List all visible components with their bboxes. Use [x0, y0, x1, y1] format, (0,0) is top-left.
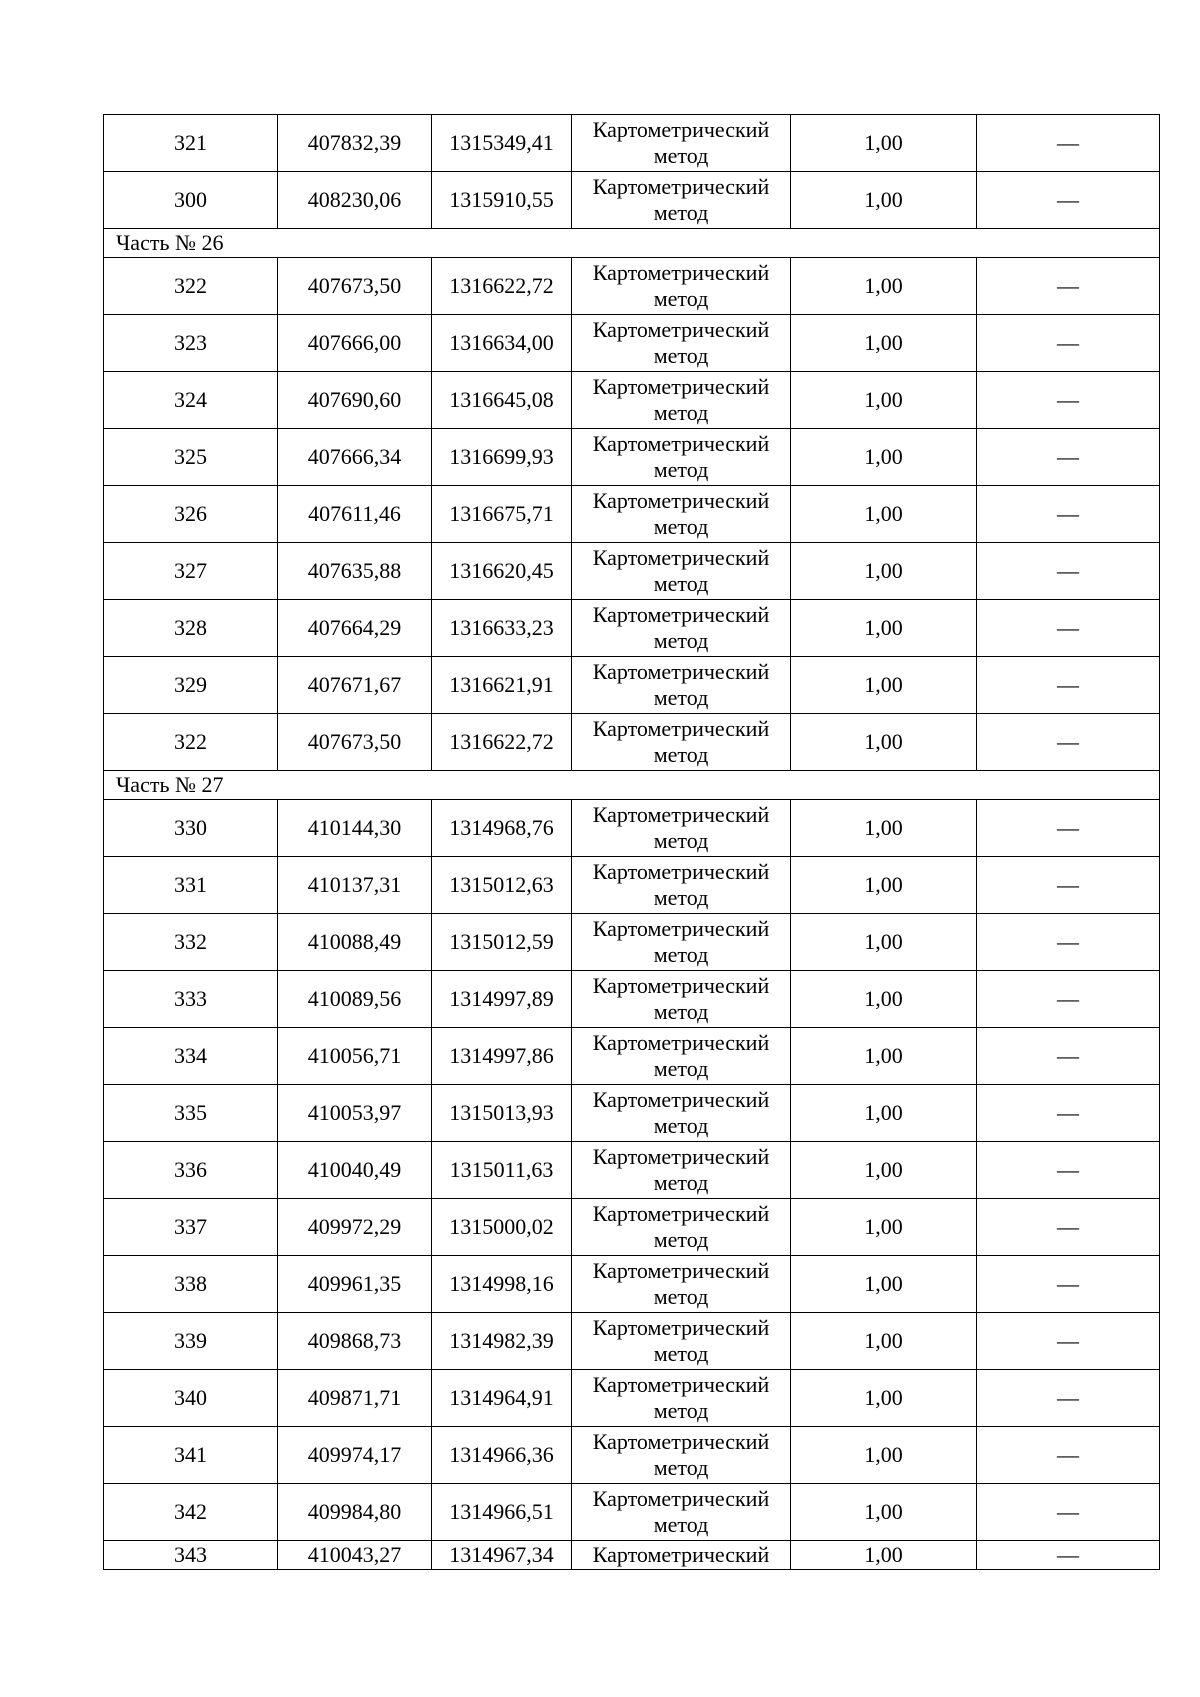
- precision-cell: 1,00: [791, 971, 977, 1028]
- table-row: [104, 657, 1160, 714]
- x-coordinate-cell: 410144,30: [278, 800, 432, 857]
- y-coordinate-cell: 1314964,91: [432, 1370, 572, 1427]
- table-row: [104, 1028, 1160, 1085]
- method-cell: [572, 1085, 791, 1142]
- point-number-cell: 329: [104, 657, 278, 714]
- description-cell: —: [977, 1028, 1160, 1085]
- description-cell: —: [977, 429, 1160, 486]
- precision-cell: 1,00: [791, 429, 977, 486]
- y-coordinate-cell: 1316620,45: [432, 543, 572, 600]
- method-line-1: Картометрический: [592, 1144, 770, 1169]
- method-cell: [572, 543, 791, 600]
- point-number-cell: 335: [104, 1085, 278, 1142]
- x-coordinate-cell: 407611,46: [278, 486, 432, 543]
- method-cell: [572, 914, 791, 971]
- y-coordinate-cell: 1316699,93: [432, 429, 572, 486]
- precision-cell: 1,00: [791, 600, 977, 657]
- method-line-1: Картометрический: [592, 260, 770, 285]
- method-line-1: Картометрический: [592, 545, 770, 570]
- description-cell: —: [977, 800, 1160, 857]
- table-row: [104, 115, 1160, 172]
- y-coordinate-cell: 1314982,39: [432, 1313, 572, 1370]
- method-cell: [572, 429, 791, 486]
- method-cell: [572, 600, 791, 657]
- method-cell: [572, 857, 791, 914]
- method-cell: [572, 1028, 791, 1085]
- method-line-2: метод: [653, 1512, 709, 1537]
- x-coordinate-cell: 410056,71: [278, 1028, 432, 1085]
- y-coordinate-cell: 1316621,91: [432, 657, 572, 714]
- table-row: [104, 172, 1160, 229]
- method-cell: [572, 714, 791, 771]
- description-cell: —: [977, 971, 1160, 1028]
- method-line-1: Картометрический: [592, 1201, 770, 1226]
- point-number-cell: 325: [104, 429, 278, 486]
- y-coordinate-cell: 1316634,00: [432, 315, 572, 372]
- table-row: [104, 258, 1160, 315]
- method-line-2: метод: [653, 286, 709, 311]
- description-cell: —: [977, 543, 1160, 600]
- precision-cell: 1,00: [791, 1427, 977, 1484]
- x-coordinate-cell: 409871,71: [278, 1370, 432, 1427]
- table-row: [104, 486, 1160, 543]
- precision-cell: 1,00: [791, 1085, 977, 1142]
- y-coordinate-cell: 1315000,02: [432, 1199, 572, 1256]
- method-line-2: метод: [653, 1398, 709, 1423]
- method-cell: [572, 258, 791, 315]
- point-number-cell: 343: [104, 1541, 278, 1570]
- table-row: [104, 1199, 1160, 1256]
- method-line-2: метод: [653, 143, 709, 168]
- table-row: [104, 600, 1160, 657]
- method-line-1: Картометрический: [592, 973, 770, 998]
- part-heading: Часть № 26: [104, 229, 1160, 258]
- method-cell: [572, 486, 791, 543]
- description-cell: —: [977, 857, 1160, 914]
- x-coordinate-cell: 408230,06: [278, 172, 432, 229]
- description-cell: —: [977, 657, 1160, 714]
- method-line-2: метод: [653, 343, 709, 368]
- part-heading-row: [104, 229, 1160, 258]
- table-row: [104, 372, 1160, 429]
- point-number-cell: 323: [104, 315, 278, 372]
- y-coordinate-cell: 1316622,72: [432, 258, 572, 315]
- x-coordinate-cell: 410053,97: [278, 1085, 432, 1142]
- method-line-2: метод: [653, 200, 709, 225]
- description-cell: —: [977, 486, 1160, 543]
- table-row: [104, 1427, 1160, 1484]
- table-row: [104, 1370, 1160, 1427]
- point-number-cell: 334: [104, 1028, 278, 1085]
- x-coordinate-cell: 410040,49: [278, 1142, 432, 1199]
- method-line-2: метод: [653, 828, 709, 853]
- y-coordinate-cell: 1316675,71: [432, 486, 572, 543]
- method-line-2: метод: [653, 1284, 709, 1309]
- y-coordinate-cell: 1315012,63: [432, 857, 572, 914]
- x-coordinate-cell: 407690,60: [278, 372, 432, 429]
- precision-cell: 1,00: [791, 714, 977, 771]
- x-coordinate-cell: 410043,27: [278, 1541, 432, 1570]
- description-cell: —: [977, 1085, 1160, 1142]
- precision-cell: 1,00: [791, 172, 977, 229]
- x-coordinate-cell: 409961,35: [278, 1256, 432, 1313]
- x-coordinate-cell: 407666,00: [278, 315, 432, 372]
- method-line-1: Картометрический: [592, 916, 770, 941]
- x-coordinate-cell: 410088,49: [278, 914, 432, 971]
- x-coordinate-cell: 407671,67: [278, 657, 432, 714]
- method-line-2: метод: [653, 1113, 709, 1138]
- y-coordinate-cell: 1316645,08: [432, 372, 572, 429]
- method-line-1: Картометрический: [592, 117, 770, 142]
- table-row: [104, 714, 1160, 771]
- point-number-cell: 342: [104, 1484, 278, 1541]
- method-cell: [572, 1256, 791, 1313]
- y-coordinate-cell: 1315910,55: [432, 172, 572, 229]
- method-line-1: Картометрический: [592, 1258, 770, 1283]
- method-cell: [572, 1541, 791, 1570]
- method-line-1: Картометрический: [592, 1087, 770, 1112]
- point-number-cell: 327: [104, 543, 278, 600]
- table-row: [104, 800, 1160, 857]
- table-row: [104, 1541, 1160, 1570]
- method-line-1: Картометрический: [592, 488, 770, 513]
- precision-cell: 1,00: [791, 1541, 977, 1570]
- y-coordinate-cell: 1314998,16: [432, 1256, 572, 1313]
- coordinates-table-page: [103, 114, 1159, 1570]
- point-number-cell: 330: [104, 800, 278, 857]
- precision-cell: 1,00: [791, 115, 977, 172]
- description-cell: —: [977, 1313, 1160, 1370]
- method-line-2: метод: [653, 400, 709, 425]
- description-cell: —: [977, 1199, 1160, 1256]
- method-cell: [572, 1427, 791, 1484]
- point-number-cell: 328: [104, 600, 278, 657]
- y-coordinate-cell: 1314967,34: [432, 1541, 572, 1570]
- method-line-1: Картометрический: [592, 317, 770, 342]
- table-row: [104, 1484, 1160, 1541]
- point-number-cell: 336: [104, 1142, 278, 1199]
- method-line-1: Картометрический: [592, 602, 770, 627]
- point-number-cell: 322: [104, 714, 278, 771]
- point-number-cell: 331: [104, 857, 278, 914]
- point-number-cell: 337: [104, 1199, 278, 1256]
- table-row: [104, 429, 1160, 486]
- point-number-cell: 300: [104, 172, 278, 229]
- y-coordinate-cell: 1316633,23: [432, 600, 572, 657]
- description-cell: —: [977, 1256, 1160, 1313]
- table-row: [104, 857, 1160, 914]
- y-coordinate-cell: 1314966,51: [432, 1484, 572, 1541]
- method-line-2: метод: [653, 628, 709, 653]
- method-line-1: Картометрический: [592, 716, 770, 741]
- method-cell: [572, 172, 791, 229]
- table-row: [104, 1085, 1160, 1142]
- method-line-1: Картометрический: [592, 374, 770, 399]
- x-coordinate-cell: 407635,88: [278, 543, 432, 600]
- y-coordinate-cell: 1315013,93: [432, 1085, 572, 1142]
- method-cell: [572, 115, 791, 172]
- table-row: [104, 315, 1160, 372]
- point-number-cell: 322: [104, 258, 278, 315]
- precision-cell: 1,00: [791, 543, 977, 600]
- description-cell: —: [977, 258, 1160, 315]
- method-cell: [572, 1142, 791, 1199]
- method-cell: [572, 971, 791, 1028]
- point-number-cell: 341: [104, 1427, 278, 1484]
- y-coordinate-cell: 1314966,36: [432, 1427, 572, 1484]
- point-number-cell: 326: [104, 486, 278, 543]
- method-line-1: Картометрический: [592, 802, 770, 827]
- description-cell: —: [977, 315, 1160, 372]
- method-line-1: Картометрический: [592, 1429, 770, 1454]
- method-line-1: Картометрический: [592, 859, 770, 884]
- precision-cell: 1,00: [791, 857, 977, 914]
- x-coordinate-cell: 407673,50: [278, 714, 432, 771]
- precision-cell: 1,00: [791, 800, 977, 857]
- table-row: [104, 1313, 1160, 1370]
- table-row: [104, 914, 1160, 971]
- method-line-1: Картометрический: [592, 1030, 770, 1055]
- method-line-2: метод: [653, 1227, 709, 1252]
- x-coordinate-cell: 407666,34: [278, 429, 432, 486]
- y-coordinate-cell: 1314997,89: [432, 971, 572, 1028]
- precision-cell: 1,00: [791, 1142, 977, 1199]
- y-coordinate-cell: 1316622,72: [432, 714, 572, 771]
- y-coordinate-cell: 1315011,63: [432, 1142, 572, 1199]
- method-line-2: метод: [653, 999, 709, 1024]
- method-line-2: метод: [653, 1455, 709, 1480]
- x-coordinate-cell: 409972,29: [278, 1199, 432, 1256]
- method-cell: [572, 1484, 791, 1541]
- precision-cell: 1,00: [791, 372, 977, 429]
- precision-cell: 1,00: [791, 1370, 977, 1427]
- x-coordinate-cell: 407664,29: [278, 600, 432, 657]
- method-line-2: метод: [653, 885, 709, 910]
- method-line-2: метод: [653, 457, 709, 482]
- precision-cell: 1,00: [791, 1256, 977, 1313]
- method-line-1: Картометрический: [592, 1486, 770, 1511]
- x-coordinate-cell: 410089,56: [278, 971, 432, 1028]
- x-coordinate-cell: 409868,73: [278, 1313, 432, 1370]
- method-cell: [572, 800, 791, 857]
- x-coordinate-cell: 410137,31: [278, 857, 432, 914]
- y-coordinate-cell: 1315012,59: [432, 914, 572, 971]
- method-line-1: Картометрический: [592, 1315, 770, 1340]
- method-line-2: метод: [653, 1056, 709, 1081]
- description-cell: —: [977, 1484, 1160, 1541]
- description-cell: —: [977, 1370, 1160, 1427]
- method-cell: [572, 315, 791, 372]
- description-cell: —: [977, 914, 1160, 971]
- x-coordinate-cell: 407673,50: [278, 258, 432, 315]
- table-row: [104, 971, 1160, 1028]
- precision-cell: 1,00: [791, 258, 977, 315]
- coordinates-table: [103, 114, 1160, 1570]
- description-cell: —: [977, 172, 1160, 229]
- description-cell: —: [977, 600, 1160, 657]
- method-line-2: метод: [653, 685, 709, 710]
- method-cell: [572, 1199, 791, 1256]
- precision-cell: 1,00: [791, 486, 977, 543]
- point-number-cell: 338: [104, 1256, 278, 1313]
- method-line-1: Картометрический: [592, 659, 770, 684]
- method-line-2: метод: [653, 742, 709, 767]
- description-cell: —: [977, 372, 1160, 429]
- method-line-1: Картометрический: [592, 1542, 770, 1567]
- y-coordinate-cell: 1314968,76: [432, 800, 572, 857]
- method-line-2: метод: [653, 514, 709, 539]
- method-line-1: Картометрический: [592, 1372, 770, 1397]
- method-cell: [572, 372, 791, 429]
- precision-cell: 1,00: [791, 1199, 977, 1256]
- method-line-1: Картометрический: [592, 174, 770, 199]
- y-coordinate-cell: 1314997,86: [432, 1028, 572, 1085]
- point-number-cell: 333: [104, 971, 278, 1028]
- method-cell: [572, 657, 791, 714]
- precision-cell: 1,00: [791, 315, 977, 372]
- description-cell: —: [977, 1541, 1160, 1570]
- description-cell: —: [977, 1427, 1160, 1484]
- precision-cell: 1,00: [791, 1028, 977, 1085]
- x-coordinate-cell: 409974,17: [278, 1427, 432, 1484]
- point-number-cell: 339: [104, 1313, 278, 1370]
- method-cell: [572, 1370, 791, 1427]
- precision-cell: 1,00: [791, 1484, 977, 1541]
- description-cell: —: [977, 714, 1160, 771]
- point-number-cell: 321: [104, 115, 278, 172]
- part-heading: Часть № 27: [104, 771, 1160, 800]
- method-cell: [572, 1313, 791, 1370]
- description-cell: —: [977, 115, 1160, 172]
- table-row: [104, 1256, 1160, 1313]
- method-line-2: метод: [653, 571, 709, 596]
- description-cell: —: [977, 1142, 1160, 1199]
- table-row: [104, 543, 1160, 600]
- precision-cell: 1,00: [791, 1313, 977, 1370]
- part-heading-row: [104, 771, 1160, 800]
- x-coordinate-cell: 409984,80: [278, 1484, 432, 1541]
- point-number-cell: 332: [104, 914, 278, 971]
- precision-cell: 1,00: [791, 914, 977, 971]
- x-coordinate-cell: 407832,39: [278, 115, 432, 172]
- point-number-cell: 324: [104, 372, 278, 429]
- precision-cell: 1,00: [791, 657, 977, 714]
- table-row: [104, 1142, 1160, 1199]
- method-line-2: метод: [653, 942, 709, 967]
- point-number-cell: 340: [104, 1370, 278, 1427]
- method-line-2: метод: [653, 1170, 709, 1195]
- method-line-2: метод: [653, 1341, 709, 1366]
- method-line-1: Картометрический: [592, 431, 770, 456]
- y-coordinate-cell: 1315349,41: [432, 115, 572, 172]
